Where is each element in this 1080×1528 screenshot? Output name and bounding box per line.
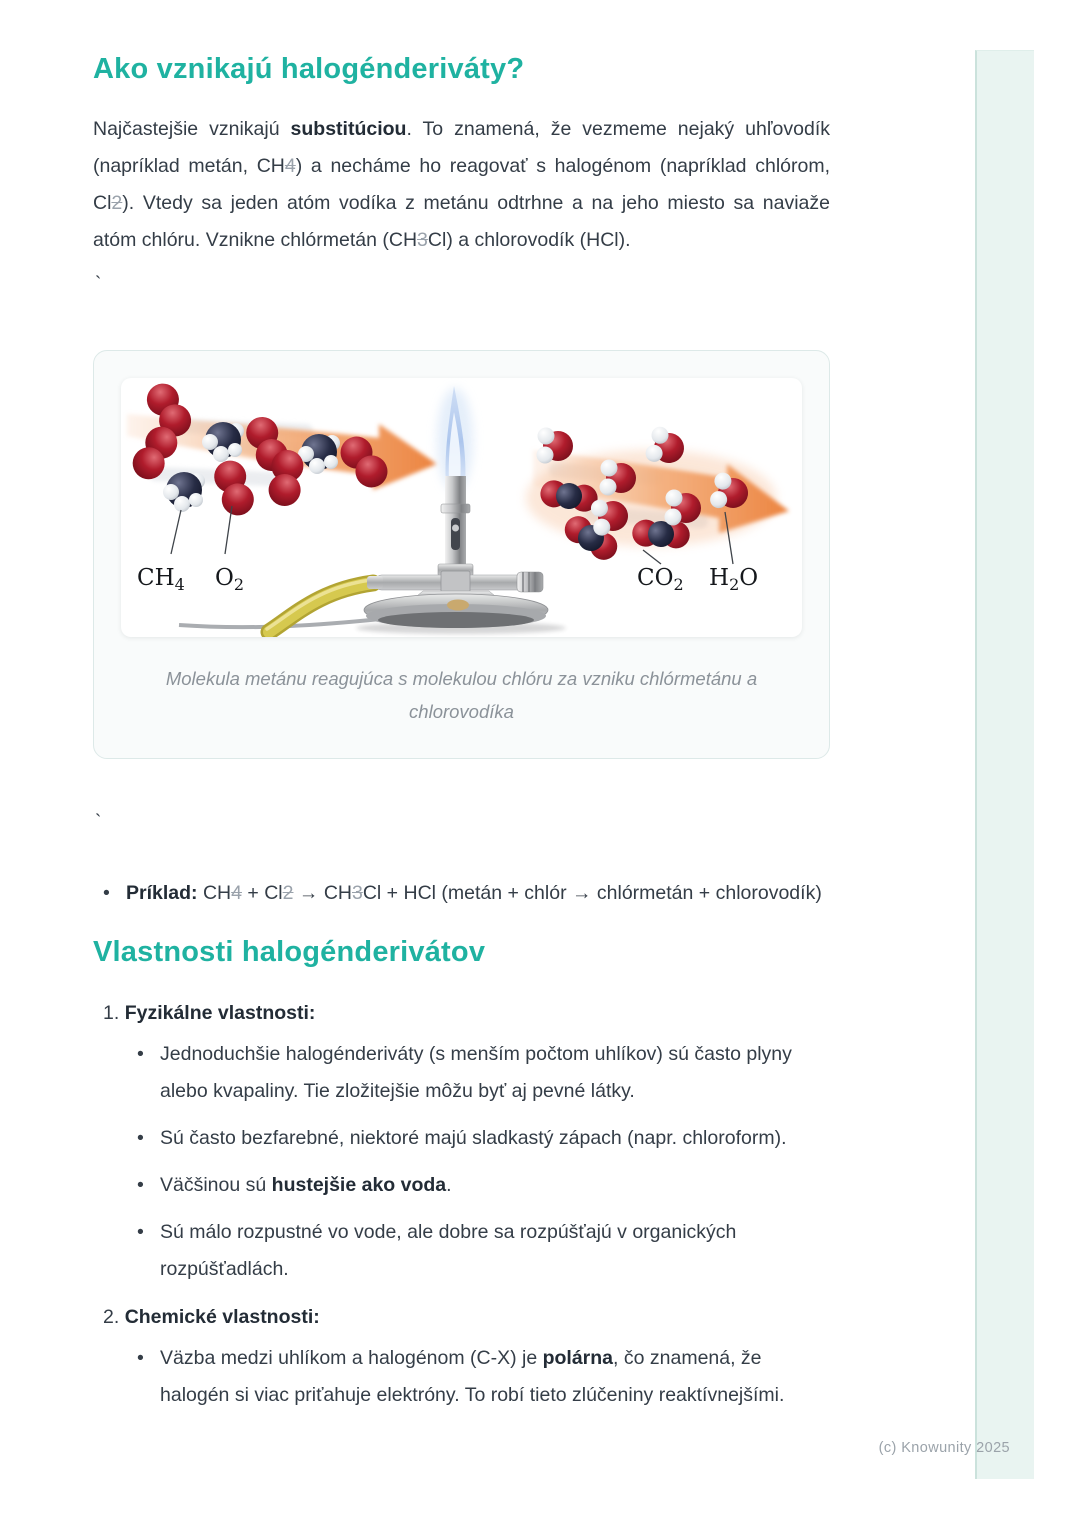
side-margin-stripe (975, 50, 1034, 1479)
numbered-item-physical (93, 998, 830, 1288)
figure-card (93, 350, 830, 759)
figure-caption: Molekula metánu reagujúca s molekulou chlóru za vzniku chlórmetánu a chlorovodíka (165, 668, 758, 722)
numbered-item-chemical (93, 1302, 830, 1414)
list-item-text: Väzba medzi uhlíkom a halogénom (C-X) je polárna, čo znamená, že halogén si viac priťahuje elektróny. To robí tieto zlúčeniny reaktívnejšími. (160, 1347, 785, 1406)
stray-backtick: ` (95, 274, 102, 295)
list-item (137, 1120, 830, 1157)
bullet-dot: • (137, 1174, 144, 1196)
list-item (137, 1036, 830, 1110)
bold-substitution: substitúciou (290, 118, 407, 140)
bullet-dot: • (103, 882, 110, 904)
label-h2o: $H_2O$ (709, 565, 759, 594)
struck-subscript: 2 (282, 882, 294, 904)
methane-combustion-svg (121, 378, 802, 637)
label-ch4: $CH_4$ (137, 565, 185, 594)
item-number: 1. (103, 1002, 120, 1024)
example-part: CH (197, 882, 232, 904)
list-item-text: Jednoduchšie halogénderiváty (s menším počtom uhlíkov) sú často plyny alebo kvapaliny. Tie zložitejšie môžu byť aj pevné látky. (160, 1043, 792, 1102)
example-part: Cl + HCl (metán + chlór → chlórmetán + chlorovodík) (362, 882, 822, 904)
list-item-text: Väčšinou sú hustejšie ako voda. (160, 1174, 452, 1196)
intro-text: ). Vtedy sa jeden atóm vodíka z metánu odtrhne a na jeho miesto sa naviaže atóm chlóru. Vznikne chlórmetán (CH (93, 192, 830, 251)
list-item (137, 1340, 830, 1414)
label-co2: $CO_2$ (637, 565, 684, 594)
intro-text: Cl) a chlorovodík (HCl). (427, 229, 631, 251)
list-item (137, 1214, 830, 1288)
combustion-illustration (121, 378, 802, 637)
section-heading-formation: Ako vznikajú halogénderiváty? (93, 53, 525, 85)
bullet-dot: • (137, 1127, 144, 1149)
copyright-credit: (c) Knowunity 2025 (878, 1440, 1010, 1456)
o2-molecule (200, 455, 267, 522)
example-bullet-item (93, 875, 830, 912)
example-part: → CH (293, 882, 352, 904)
bullet-dot: • (137, 1221, 144, 1243)
struck-subscript: 3 (351, 882, 363, 904)
intro-paragraph (93, 111, 830, 259)
intro-text: . To znamená, že vezmeme nejaký uhľovodík (napríklad metán, CH (93, 118, 830, 177)
page-content (93, 53, 830, 1424)
list-item (137, 1167, 830, 1204)
chemical-properties-list (137, 1340, 830, 1414)
struck-subscript: 2 (111, 192, 123, 214)
bullet-dot: • (137, 1043, 144, 1065)
struck-subscript: 3 (417, 229, 428, 251)
struck-subscript: 4 (231, 882, 242, 904)
example-text (126, 882, 822, 904)
reactant-molecules (127, 379, 393, 521)
item-number: 2. (103, 1306, 120, 1328)
intro-text: Najčastejšie vznikajú (93, 118, 291, 140)
item-title: Chemické vlastnosti: (124, 1306, 320, 1328)
item-title: Fyzikálne vlastnosti: (124, 1002, 316, 1024)
list-item-text: Sú málo rozpustné vo vode, ale dobre sa rozpúšťajú v organických rozpúšťadlách. (160, 1221, 737, 1280)
stray-backtick: ` (95, 812, 102, 833)
numbered-item-header (93, 998, 830, 1028)
example-part: + Cl (241, 882, 283, 904)
bullet-dot: • (137, 1347, 144, 1369)
section-heading-properties: Vlastnosti halogénderivátov (93, 936, 486, 968)
numbered-item-header (93, 1302, 830, 1332)
list-item-text: Sú často bezfarebné, niektoré majú sladkastý zápach (napr. chloroform). (160, 1127, 787, 1149)
physical-properties-list (137, 1036, 830, 1288)
label-o2: $O_2$ (215, 565, 245, 594)
example-label: Príklad: (126, 882, 198, 904)
struck-subscript: 4 (284, 155, 296, 177)
intro-text: ) a necháme ho reagovať s halogénom (napríklad chlórom, Cl (93, 155, 830, 214)
